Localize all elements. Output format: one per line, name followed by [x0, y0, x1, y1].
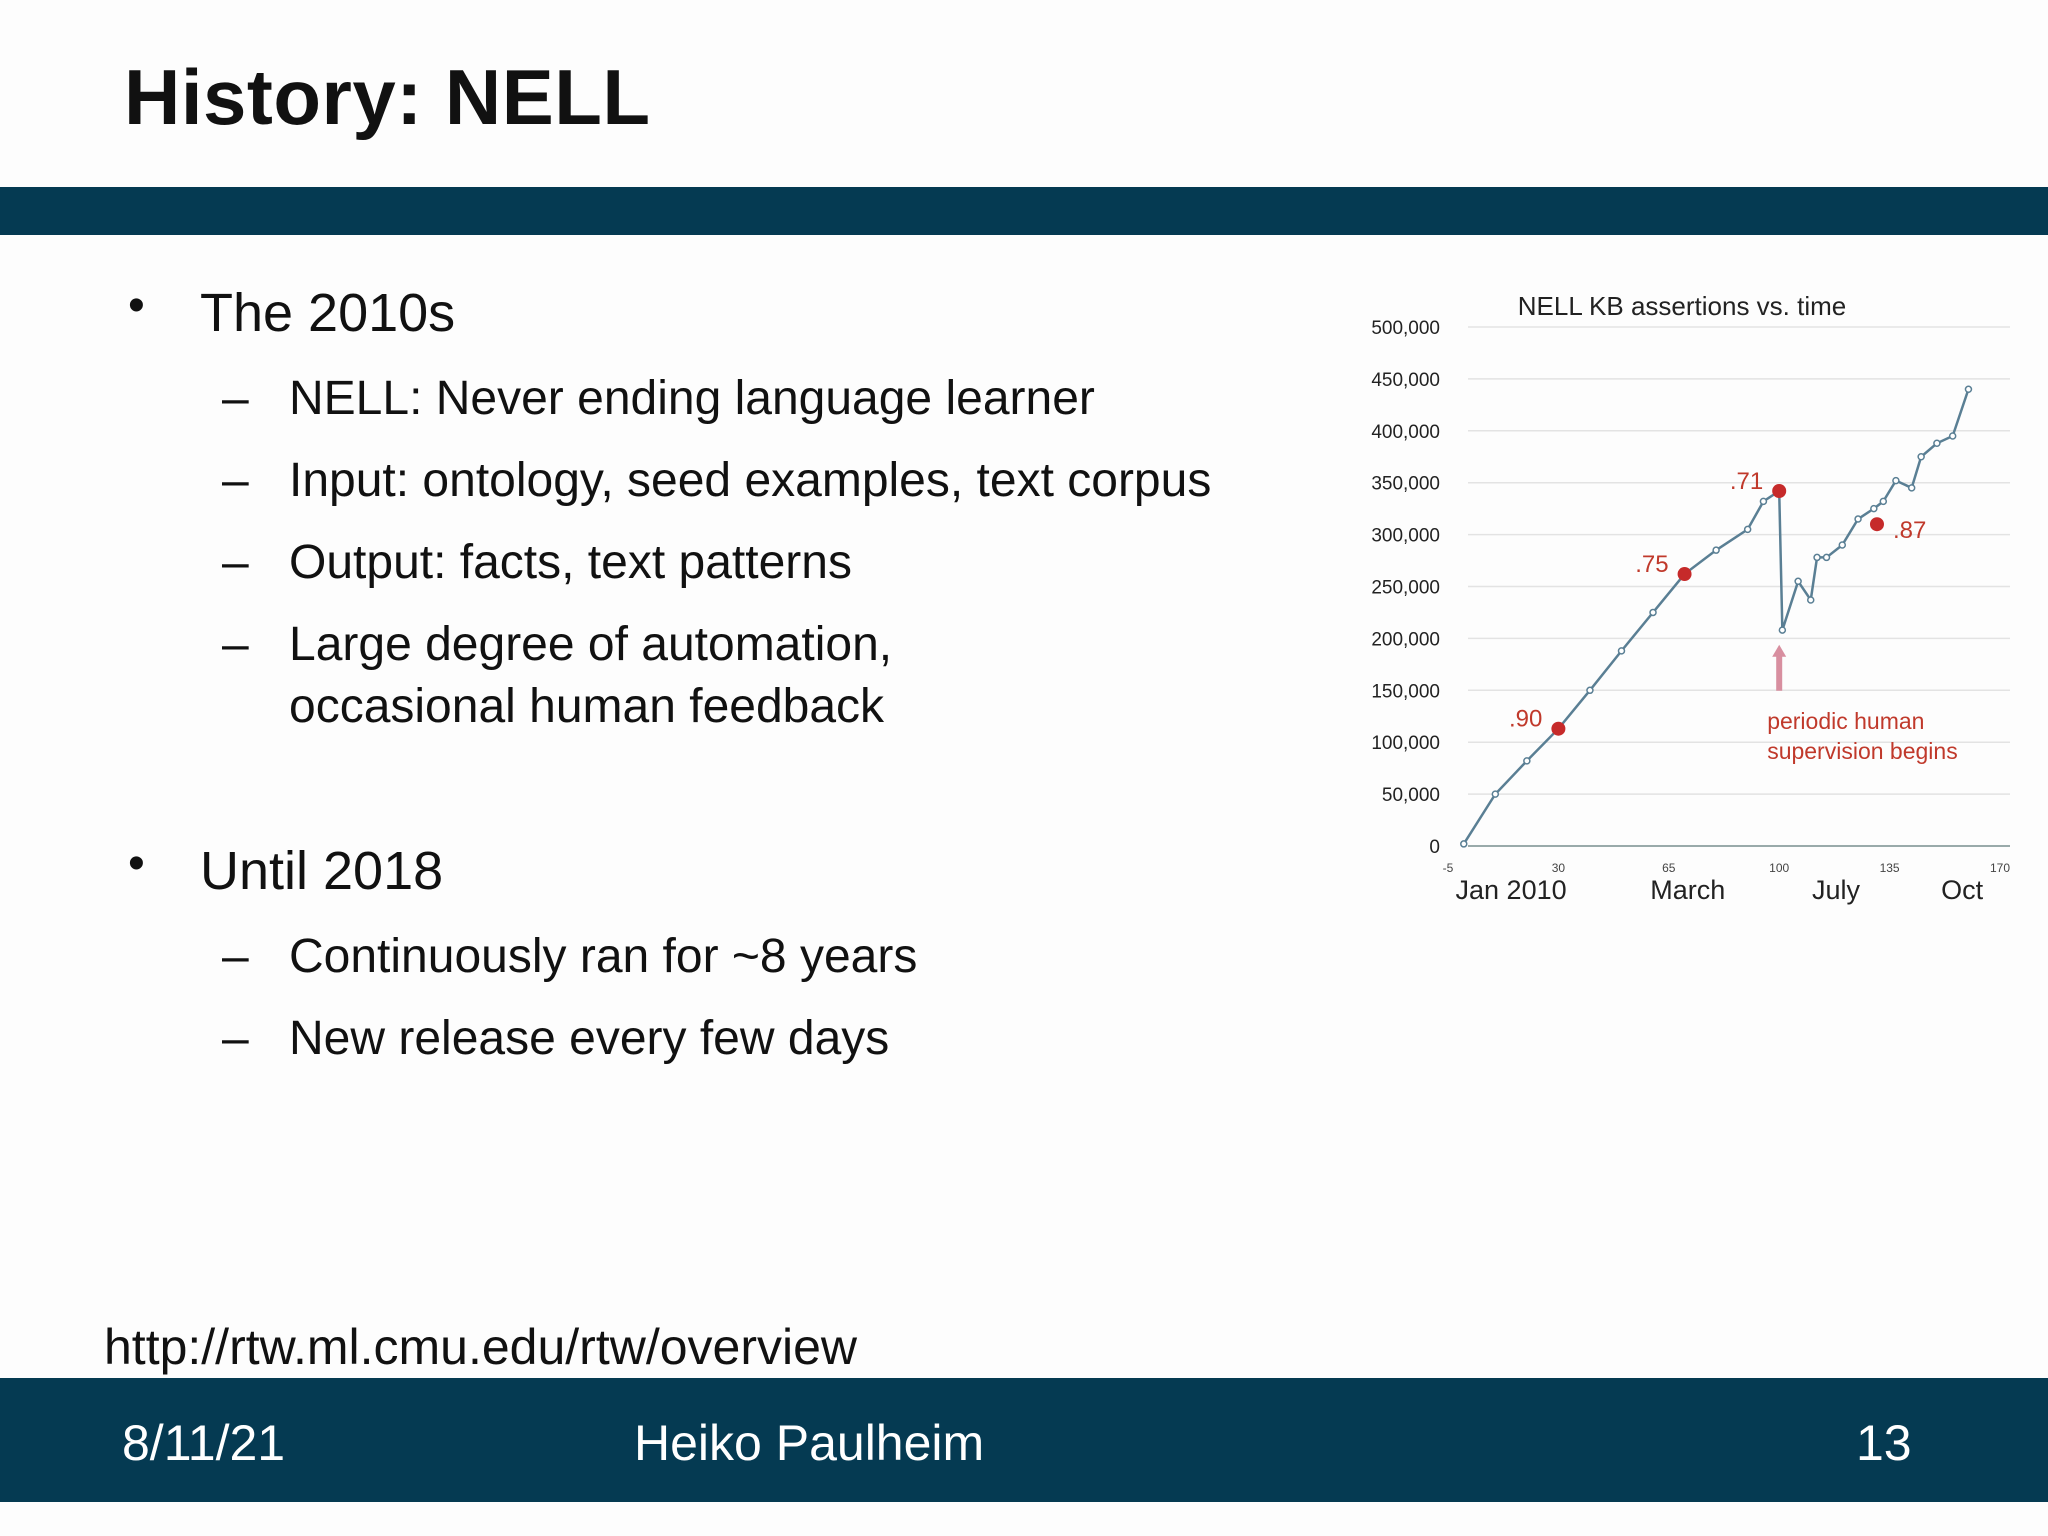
- y-tick-label: 0: [1429, 837, 1440, 858]
- annotation-text: periodic human: [1767, 707, 1925, 734]
- y-tick-label: 400,000: [1371, 421, 1440, 443]
- y-tick-label: 100,000: [1371, 733, 1440, 755]
- marker-point: [1678, 567, 1692, 581]
- marker-point: [1551, 722, 1565, 736]
- dash-icon: –: [222, 454, 249, 507]
- data-point: [1909, 485, 1915, 491]
- x-tick-label: -5: [1442, 861, 1454, 875]
- series-line: [1464, 389, 1969, 844]
- bullet-text: The 2010s: [200, 283, 456, 343]
- sub-bullet-item: [222, 532, 852, 594]
- sub-bullet-item: [222, 368, 1095, 430]
- y-tick-label: 150,000: [1371, 681, 1440, 703]
- data-point: [1950, 433, 1956, 439]
- data-point: [1524, 758, 1530, 764]
- data-point: [1824, 554, 1830, 560]
- chart-annotation: [1767, 645, 1958, 764]
- data-point: [1871, 506, 1877, 512]
- nell-chart: [1340, 280, 2020, 920]
- x-tick-label: 135: [1879, 861, 1900, 875]
- source-url[interactable]: http://rtw.ml.cmu.edu/rtw/overview: [104, 1319, 858, 1375]
- y-tick-label: 50,000: [1381, 785, 1440, 807]
- data-point: [1839, 542, 1845, 548]
- x-tick-label: 170: [1989, 861, 2011, 875]
- dash-icon: –: [222, 930, 249, 983]
- chart-series: [1461, 386, 1972, 847]
- y-tick-label: 450,000: [1371, 369, 1440, 391]
- dash-icon: –: [222, 372, 249, 425]
- data-point: [1855, 516, 1861, 522]
- x-month-label: July: [1811, 875, 1860, 905]
- sub-bullet-text: NELL: Never ending language learner: [289, 372, 1095, 425]
- x-tick-label: 30: [1551, 861, 1566, 875]
- data-point: [1814, 554, 1820, 560]
- bullet-dot-icon: •: [128, 837, 145, 890]
- y-tick-label: 500,000: [1371, 318, 1440, 339]
- data-point: [1965, 386, 1971, 392]
- sub-bullet-item: [222, 614, 1189, 738]
- bullet-dot-icon: •: [128, 279, 145, 332]
- marker-point: [1772, 484, 1786, 498]
- sub-bullet-text: Large degree of automation, occasional human feedback: [289, 618, 893, 733]
- data-point: [1618, 648, 1624, 654]
- marker-label: .87: [1892, 517, 1927, 545]
- data-point: [1760, 498, 1766, 504]
- footer-page-number: 13: [1856, 1415, 1912, 1471]
- y-tick-label: 200,000: [1371, 629, 1440, 651]
- annotation-arrowhead: [1772, 645, 1786, 657]
- chart-title: NELL KB assertions vs. time: [1517, 291, 1847, 321]
- chart-markers: [1509, 468, 1926, 736]
- bullet-item: [128, 279, 456, 344]
- data-point: [1650, 609, 1656, 615]
- x-tick-label: 65: [1662, 861, 1676, 875]
- slide-title: History: NELL: [124, 53, 651, 141]
- sub-bullet-text: Input: ontology, seed examples, text corpus: [289, 454, 1212, 507]
- marker-point: [1870, 517, 1884, 531]
- x-month-label: March: [1650, 875, 1726, 905]
- data-point: [1745, 526, 1751, 532]
- marker-label: .75: [1635, 551, 1669, 579]
- x-tick-label: 100: [1769, 861, 1790, 875]
- x-month-label: Oct: [1941, 875, 1984, 905]
- data-point: [1492, 791, 1498, 797]
- data-point: [1934, 440, 1940, 446]
- sub-bullet-text: Output: facts, text patterns: [289, 536, 852, 589]
- data-point: [1587, 687, 1593, 693]
- y-axis-ticks: [1371, 318, 1440, 858]
- data-point: [1795, 578, 1801, 584]
- data-point: [1918, 454, 1924, 460]
- x-axis-ticks: [1443, 861, 2011, 905]
- data-point: [1779, 627, 1785, 633]
- footer-date: 8/11/21: [122, 1415, 286, 1471]
- sub-bullet-item: [222, 926, 918, 988]
- y-tick-label: 350,000: [1371, 473, 1440, 495]
- chart-grid: [1468, 327, 2010, 846]
- sub-bullet-text: Continuously ran for ~8 years: [289, 930, 918, 983]
- marker-label: .71: [1729, 468, 1764, 496]
- footer-bar: [0, 1378, 2048, 1502]
- nell-chart-svg: [1340, 280, 2020, 920]
- data-point: [1713, 547, 1719, 553]
- dash-icon: –: [222, 1012, 249, 1065]
- bullet-item: [128, 837, 444, 902]
- header-bar: [0, 187, 2048, 235]
- y-tick-label: 250,000: [1371, 577, 1440, 599]
- sub-bullet-text: New release every few days: [289, 1012, 890, 1065]
- bullet-text: Until 2018: [200, 841, 444, 901]
- data-point: [1893, 478, 1899, 484]
- data-point: [1808, 597, 1814, 603]
- sub-bullet-item: [222, 450, 1212, 512]
- annotation-text: supervision begins: [1767, 737, 1958, 764]
- dash-icon: –: [222, 618, 249, 671]
- data-point: [1880, 498, 1886, 504]
- marker-label: .90: [1509, 705, 1543, 733]
- y-tick-label: 300,000: [1371, 525, 1440, 547]
- data-point: [1461, 841, 1467, 847]
- dash-icon: –: [222, 536, 249, 589]
- footer-author: Heiko Paulheim: [634, 1415, 985, 1471]
- x-month-label: Jan 2010: [1455, 875, 1567, 905]
- sub-bullet-item: [222, 1008, 890, 1070]
